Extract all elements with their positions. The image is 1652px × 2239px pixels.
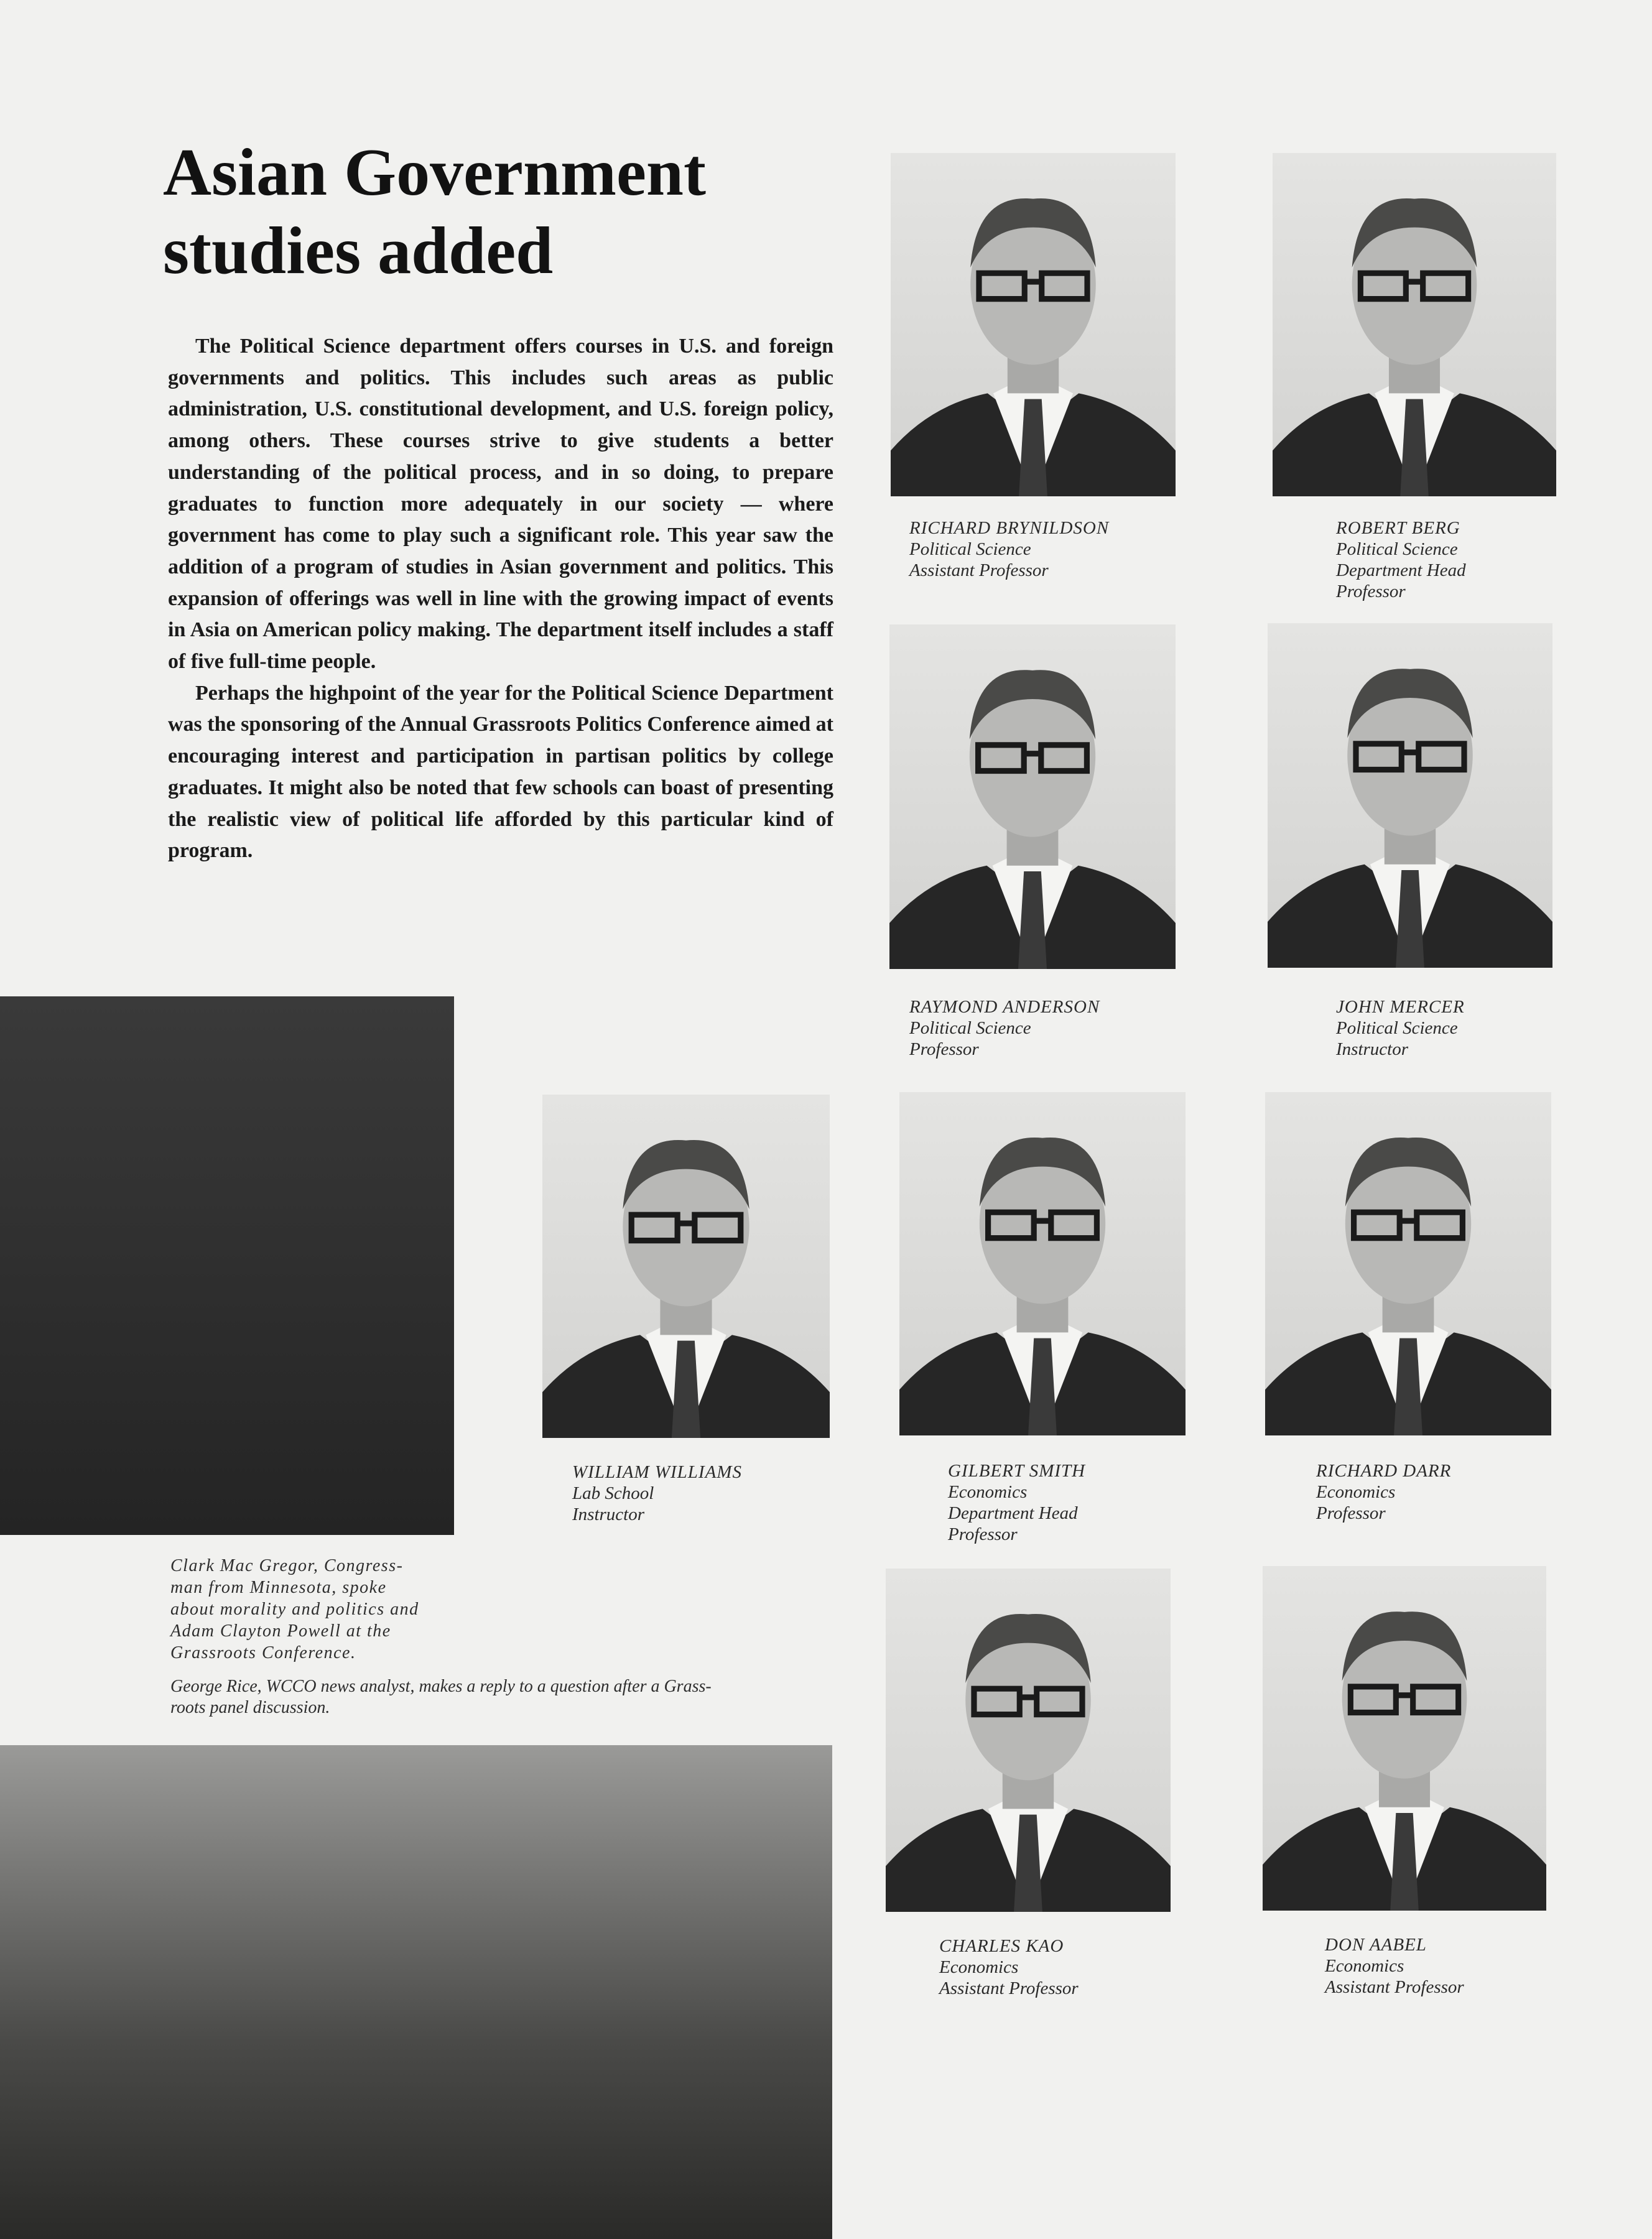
portrait-silhouette xyxy=(886,1569,1171,1912)
faculty-name: ROBERT BERG xyxy=(1336,518,1460,538)
speaker-caption: Clark Mac Gregor, Congress- man from Minnesota, spoke about morality and politics and Adam Clayton Powell at the Grassroots Conference. xyxy=(170,1556,419,1662)
faculty-caption: GILBERT SMITH Economics Department Head Professor xyxy=(948,1461,1086,1544)
title-line-2: studies added xyxy=(163,214,554,288)
title-line-1: Asian Government xyxy=(163,136,706,210)
portrait-silhouette xyxy=(542,1095,830,1438)
portrait-photo xyxy=(1263,1566,1546,1911)
portrait-silhouette xyxy=(1273,153,1556,496)
faculty-name: CHARLES KAO xyxy=(939,1936,1064,1956)
portrait-silhouette xyxy=(1268,623,1552,968)
page-title xyxy=(163,134,706,290)
faculty-caption: DON AABEL Economics Assistant Professor xyxy=(1325,1935,1464,1997)
faculty-caption: CHARLES KAO Economics Assistant Professor xyxy=(939,1936,1079,1998)
faculty-name: RAYMOND ANDERSON xyxy=(909,997,1100,1017)
portrait-silhouette xyxy=(899,1092,1186,1435)
faculty-caption: ROBERT BERG Political Science Department Head Professor xyxy=(1336,518,1466,601)
article-paragraph: The Political Science department offers courses in U.S. and foreign governments and politics. This includes such areas as public administration, U.S. constitutional development, and U.S. foreign policy, among others. These courses strive to give students a better understanding of the political process, and in so doing, to prepare graduates to function more adequately in our society — where government has come to play such a significant role. This year saw the addition of a program of studies in Asian government and politics. This expansion of offerings was well in line with the growing impact of events in Asia on American policy making. The department itself includes a staff of five full-time people. xyxy=(168,335,833,674)
faculty-caption: RICHARD BRYNILDSON Political Science Assistant Professor xyxy=(909,518,1110,580)
faculty-caption: JOHN MERCER Political Science Instructor xyxy=(1336,997,1465,1059)
portrait-photo xyxy=(1265,1092,1551,1435)
faculty-caption: WILLIAM WILLIAMS Lab School Instructor xyxy=(572,1462,742,1524)
faculty-name: JOHN MERCER xyxy=(1336,997,1465,1017)
faculty-caption: RICHARD DARR Economics Professor xyxy=(1316,1461,1452,1523)
portrait-silhouette xyxy=(891,153,1176,496)
portrait-photo xyxy=(891,153,1176,496)
article-body xyxy=(168,331,833,867)
portrait-photo xyxy=(1273,153,1556,496)
portrait-silhouette xyxy=(1265,1092,1551,1435)
portrait-photo xyxy=(542,1095,830,1438)
faculty-name: DON AABEL xyxy=(1325,1935,1427,1955)
portrait-photo xyxy=(899,1092,1186,1435)
faculty-name: RICHARD DARR xyxy=(1316,1461,1452,1481)
portrait-silhouette xyxy=(1263,1566,1546,1911)
portrait-silhouette xyxy=(889,624,1176,969)
faculty-name: WILLIAM WILLIAMS xyxy=(572,1462,742,1482)
faculty-caption: RAYMOND ANDERSON Political Science Professor xyxy=(909,997,1100,1059)
portrait-photo xyxy=(1268,623,1552,968)
faculty-name: GILBERT SMITH xyxy=(948,1461,1086,1481)
article-paragraph: Perhaps the highpoint of the year for the Political Science Department was the sponsoring of the Annual Grassroots Politics Conference aimed at encouraging interest and participation in partisan politics by college graduates. It might also be noted that few schools can boast of presenting the realistic view of political life afforded by this particular kind of program. xyxy=(168,681,833,863)
panel-caption: George Rice, WCCO news analyst, makes a reply to a question after a Grass- roots panel discussion. xyxy=(170,1677,712,1717)
panel-discussion-photo xyxy=(0,1745,832,2239)
portrait-photo xyxy=(889,624,1176,969)
speaker-portrait-photo xyxy=(0,996,454,1535)
faculty-name: RICHARD BRYNILDSON xyxy=(909,518,1110,538)
portrait-photo xyxy=(886,1569,1171,1912)
